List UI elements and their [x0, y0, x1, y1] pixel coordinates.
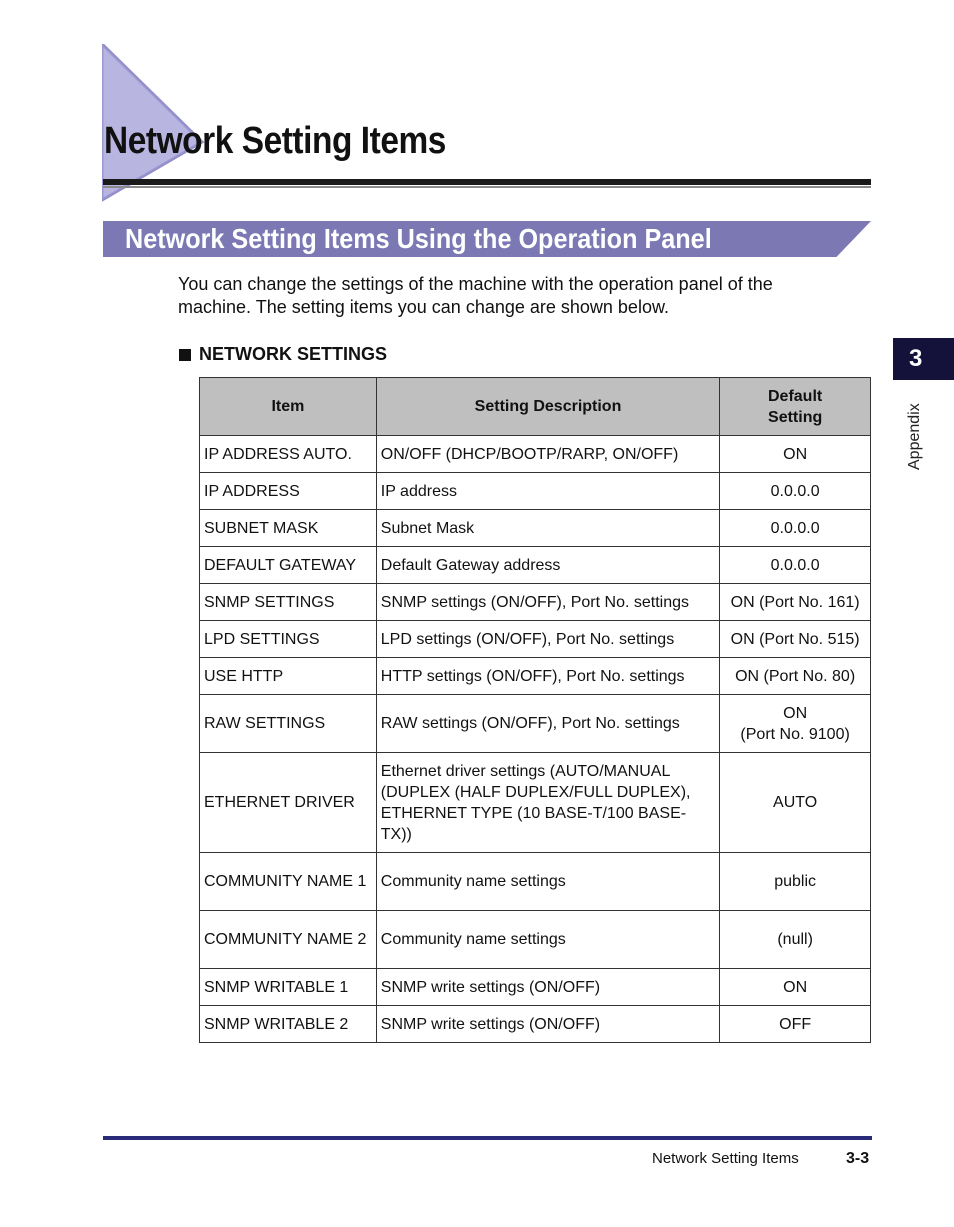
title-rule-thin	[103, 186, 871, 188]
header-default-line1: Default	[768, 387, 823, 405]
cell-default: ON	[720, 436, 871, 473]
cell-item: DEFAULT GATEWAY	[200, 547, 377, 584]
cell-description: RAW settings (ON/OFF), Port No. settings	[376, 695, 719, 753]
cell-item: SNMP SETTINGS	[200, 584, 377, 621]
subheading	[179, 344, 387, 365]
cell-default: ON	[720, 969, 871, 1006]
cell-description: LPD settings (ON/OFF), Port No. settings	[376, 621, 719, 658]
cell-item: USE HTTP	[200, 658, 377, 695]
section-title: Network Setting Items Using the Operation Panel	[125, 223, 712, 254]
cell-default: (null)	[720, 911, 871, 969]
table-row	[200, 473, 871, 510]
cell-default: 0.0.0.0	[720, 473, 871, 510]
cell-default: ON (Port No. 161)	[720, 584, 871, 621]
cell-default: 0.0.0.0	[720, 510, 871, 547]
cell-description: SNMP write settings (ON/OFF)	[376, 1006, 719, 1043]
footer-rule	[103, 1136, 872, 1140]
cell-default-line1: ON	[783, 704, 808, 722]
table-row	[200, 510, 871, 547]
cell-default-line2: (Port No. 9100)	[740, 725, 850, 743]
cell-item: SNMP WRITABLE 2	[200, 1006, 377, 1043]
cell-item: COMMUNITY NAME 1	[200, 853, 377, 911]
table-row	[200, 753, 871, 853]
cell-description: Ethernet driver settings (AUTO/MANUAL (DUPLEX (HALF DUPLEX/FULL DUPLEX), ETHERNET TYPE (10 BASE-T/100 BASE-TX))	[376, 753, 719, 853]
cell-item: LPD SETTINGS	[200, 621, 377, 658]
chapter-label: Appendix	[906, 403, 923, 470]
cell-default: public	[720, 853, 871, 911]
table-row	[200, 547, 871, 584]
cell-description: ON/OFF (DHCP/BOOTP/RARP, ON/OFF)	[376, 436, 719, 473]
cell-description: Subnet Mask	[376, 510, 719, 547]
table-row	[200, 695, 871, 753]
cell-default: 0.0.0.0	[720, 547, 871, 584]
table-header-row	[200, 378, 871, 436]
cell-description: IP address	[376, 473, 719, 510]
page-title: Network Setting Items	[104, 120, 446, 162]
cell-default: AUTO	[720, 753, 871, 853]
table-row	[200, 621, 871, 658]
header-description: Setting Description	[376, 378, 719, 436]
cell-description: Community name settings	[376, 911, 719, 969]
cell-default: ON (Port No. 80)	[720, 658, 871, 695]
table-row	[200, 911, 871, 969]
cell-default	[720, 695, 871, 753]
header-item: Item	[200, 378, 377, 436]
table-row	[200, 1006, 871, 1043]
cell-item: SNMP WRITABLE 1	[200, 969, 377, 1006]
network-settings-table	[199, 377, 871, 1043]
intro-paragraph: You can change the settings of the machine with the operation panel of the machine. The setting items you can change are shown below.	[178, 274, 773, 317]
cell-default: OFF	[720, 1006, 871, 1043]
square-bullet-icon	[179, 349, 191, 361]
cell-item: ETHERNET DRIVER	[200, 753, 377, 853]
cell-item: IP ADDRESS AUTO.	[200, 436, 377, 473]
cell-default: ON (Port No. 515)	[720, 621, 871, 658]
chapter-tab: 3	[893, 338, 954, 380]
cell-item: RAW SETTINGS	[200, 695, 377, 753]
cell-item: COMMUNITY NAME 2	[200, 911, 377, 969]
cell-item: IP ADDRESS	[200, 473, 377, 510]
table-row	[200, 969, 871, 1006]
cell-description: Community name settings	[376, 853, 719, 911]
table-row	[200, 853, 871, 911]
title-rule	[103, 179, 871, 185]
table-row	[200, 658, 871, 695]
table-row	[200, 584, 871, 621]
header-default	[720, 378, 871, 436]
table-row	[200, 436, 871, 473]
footer-page-number: 3-3	[846, 1150, 870, 1167]
cell-description: HTTP settings (ON/OFF), Port No. settings	[376, 658, 719, 695]
cell-item: SUBNET MASK	[200, 510, 377, 547]
footer-title: Network Setting Items	[652, 1150, 799, 1167]
cell-description: SNMP write settings (ON/OFF)	[376, 969, 719, 1006]
cell-description: Default Gateway address	[376, 547, 719, 584]
cell-description: SNMP settings (ON/OFF), Port No. settings	[376, 584, 719, 621]
header-default-line2: Setting	[768, 408, 823, 426]
subheading-label: NETWORK SETTINGS	[199, 344, 387, 364]
